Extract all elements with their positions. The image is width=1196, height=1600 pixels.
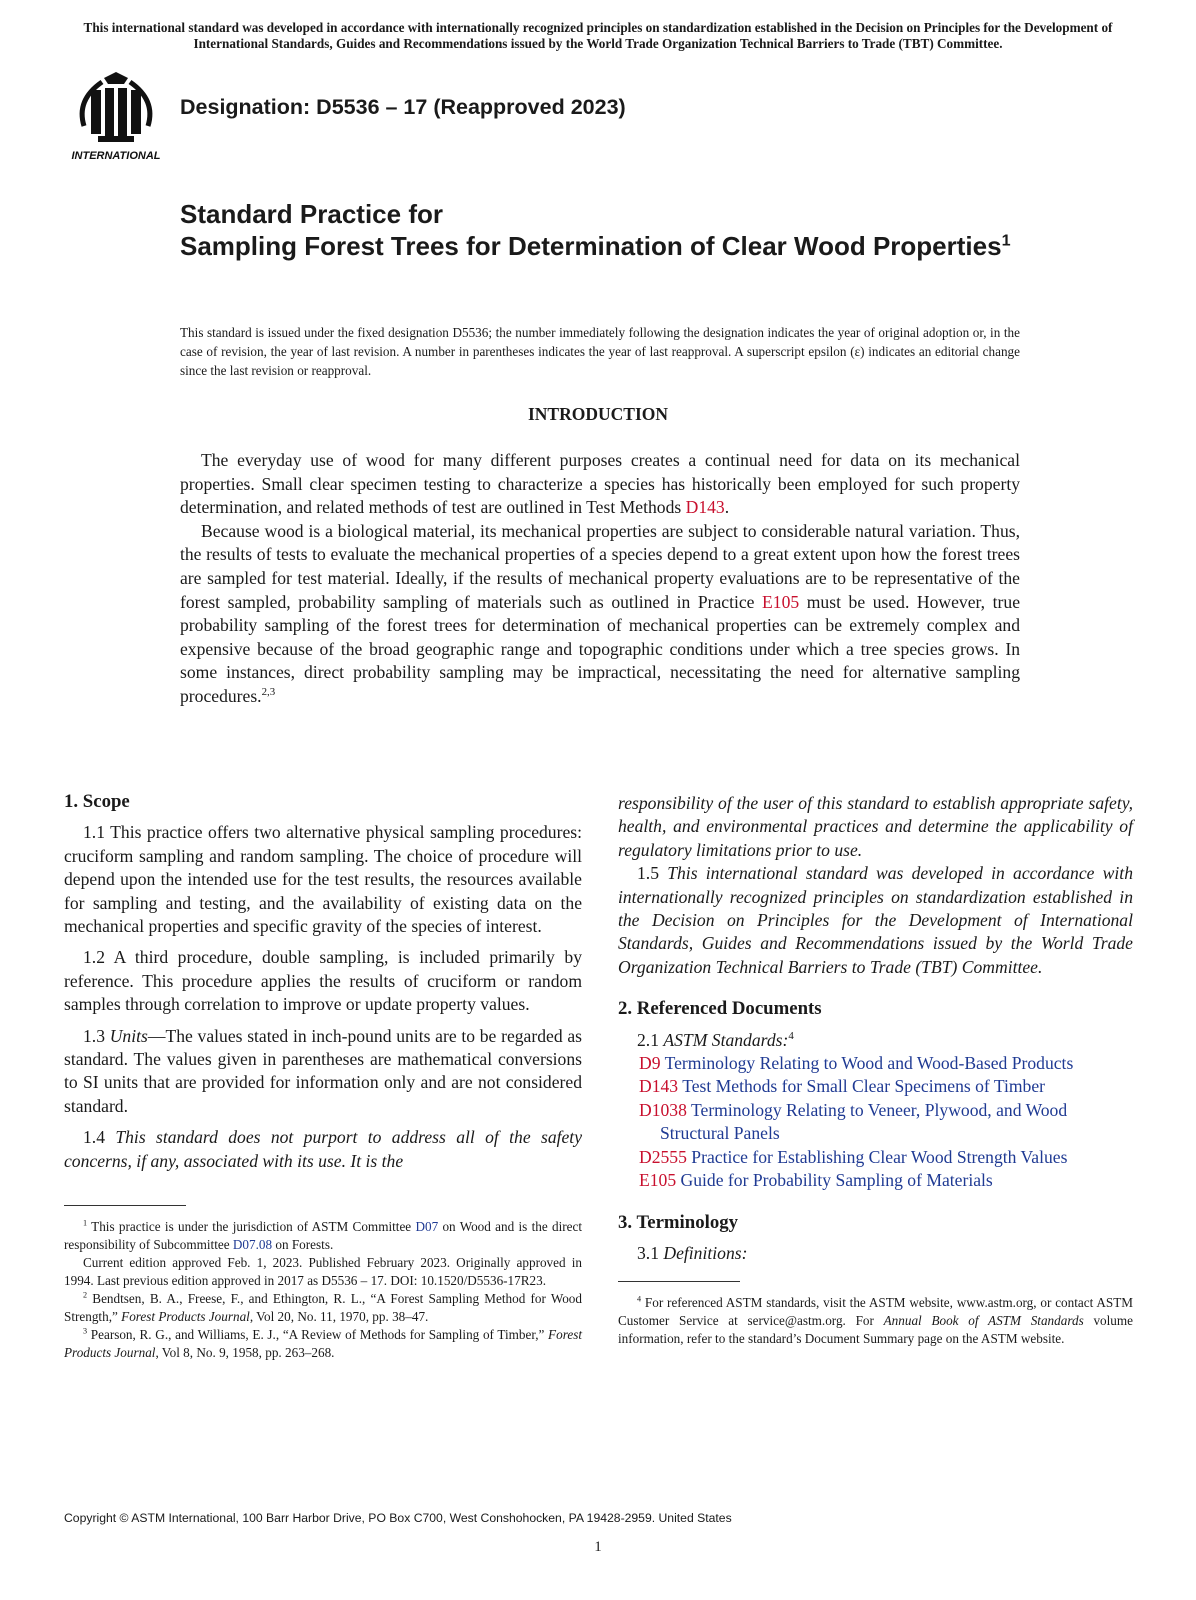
scope-1-1: 1.1 This practice offers two alternative physical sampling procedures: cruciform sampling and random sampling. The choice of procedure will depend upon the intended use for the test results, the resources available for sampling and testing, and the availability of existing data on the mechanical properties and specific gravity of the species of interest. (64, 822, 582, 937)
page-number: 1 (594, 1539, 602, 1555)
footnote-1: $^1$ This practice is under the jurisdiction of ASTM Committee D07 on Wood and is the direct responsibility of Subcommittee D07.08 on Forests. (64, 1218, 583, 1253)
footnote-2: $^2$ Bendtsen, B. A., Freese, F., and Ethington, R. L., “A Forest Sampling Method for Wood Strength,” Forest Products Journal, Vol 20, No. 11, 1970, pp. 38–47. (64, 1290, 582, 1325)
ref-item-d9[interactable]: D9 Terminology Relating to Wood and Wood-Based Products (639, 1053, 1074, 1074)
referenced-documents-heading: 2. Referenced Documents (618, 998, 822, 1020)
scope-1-5: 1.5 This international standard was developed in accordance with internationally recognized principles on standardization established in the Decision on Principles for the Development of International Standards, Guides and Recommendations issued by the World Trade Organization Technical Barriers to Trade (TBT) Committee. (618, 863, 1133, 977)
footnotes-right (618, 1294, 1133, 1348)
link-d07-08[interactable]: D07.08 (232, 1237, 273, 1253)
scope-1-4-continued: responsibility of the user of this standard to establish appropriate safety, health, and environmental practices and determine the applicability of regulatory limitations prior to use. (618, 793, 1133, 860)
document-title (180, 198, 1080, 262)
link-d07[interactable]: D07 (415, 1219, 439, 1235)
title-line-2: Sampling Forest Trees for Determination of Clear Wood Properties$^1$ (180, 231, 1011, 261)
footnote-rule-left (64, 1205, 186, 1206)
scope-1-4: 1.4 This standard does not purport to address all of the safety concerns, if any, associated with its use. It is the (64, 1127, 583, 1171)
ref-item-d1038[interactable]: D1038 Terminology Relating to Veneer, Plywood, and Wood Structural Panels (639, 1099, 1068, 1144)
footnotes-left (64, 1218, 582, 1362)
copyright: Copyright © ASTM International, 100 Barr Harbor Drive, PO Box C700, West Conshohocken, PA 19428-2959. United States (64, 1511, 732, 1525)
footnote-4: $^4$ For referenced ASTM standards, visit the ASTM website, www.astm.org, or contact ASTM Customer Service at service@astm.org. For Annual Book of ASTM Standards volume information, refer to the standard’s Document Summary page on the ASTM website. (618, 1294, 1133, 1347)
footnote-3: $^3$ Pearson, R. G., and Williams, E. J., “A Review of Methods for Sampling of Timber,” Forest Products Journal, Vol 8, No. 9, 1958, pp. 263–268. (64, 1326, 582, 1361)
logo-text: INTERNATIONAL (71, 150, 161, 162)
astm-standards-subheading: 2.1 ASTM Standards:$^4$ (637, 1029, 794, 1050)
astm-international-logo (64, 70, 168, 166)
ref-item-e105[interactable]: E105 Guide for Probability Sampling of Materials (639, 1170, 993, 1191)
footnote-rule-right (618, 1281, 740, 1282)
introduction-body (180, 449, 1020, 709)
intro-paragraph-1: The everyday use of wood for many different purposes creates a continual need for data on its mechanical properties. Small clear specimen testing to characterize a species has historically been employed for such property determination, and related methods of test are outlined in Test Methods D143. (180, 450, 1020, 518)
definitions-subheading: 3.1 Definitions: (637, 1242, 748, 1263)
right-column (618, 792, 1133, 1348)
link-d143[interactable]: D143 (685, 497, 725, 518)
scope-1-2: 1.2 A third procedure, double sampling, is included primarily by reference. This procedure applies the results of cruciform or random samples through correlation to improve or update property values. (64, 947, 582, 1015)
introduction-heading: INTRODUCTION (527, 404, 669, 424)
ref-item-d2555[interactable]: D2555 Practice for Establishing Clear Wood Strength Values (639, 1146, 1068, 1167)
top-notice: This international standard was developed in accordance with internationally recognized principles on standardization established in the Decision on Principles for the Development of International Standards, Guides and Recommendations issued by the World Trade Organization Technical Barriers to Trade (TBT) Committee. (83, 20, 1113, 51)
link-e105[interactable]: E105 (762, 591, 800, 612)
terminology-heading: 3. Terminology (618, 1211, 739, 1233)
scope-heading: 1. Scope (64, 791, 130, 812)
left-column (64, 790, 582, 1362)
title-footnote-mark: 1 (1001, 231, 1011, 250)
intro-paragraph-2: Because wood is a biological material, its mechanical properties are subject to considerable natural variation. Thus, the results of tests to evaluate the mechanical properties of a species depend to a great extent upon how the forest trees are sampled for test material. Ideally, if the results of mechanical property evaluations are to be representative of the forest sampled, probability sampling of materials such as outlined in Practice E105 must be used. However, true probability sampling of the forest trees for determination of mechanical properties can be extremely complex and expensive because of the broad geographic range and topographic conditions under which a tree species grows. In some instances, direct probability sampling may be impractical, necessitating the need for alternative sampling procedures.$^{2,3}$ (180, 520, 1020, 706)
astm-logo-icon (64, 70, 168, 166)
footnote-1-current: Current edition approved Feb. 1, 2023. Published February 2023. Originally approved in 1994. Last previous edition approved in 2017 as D5536 – 17. DOI: 10.1520/D5536-17R23. (64, 1255, 582, 1289)
title-line-1: Standard Practice for (180, 199, 443, 229)
ref-item-d143[interactable]: D143 Test Methods for Small Clear Specimens of Timber (639, 1076, 1046, 1097)
designation: Designation: D5536 – 17 (Reapproved 2023) (180, 95, 626, 119)
issued-note: This standard is issued under the fixed designation D5536; the number immediately following the designation indicates the year of original adoption or, in the case of revision, the year of last revision. A number in parentheses indicates the year of last reapproval. A superscript epsilon (ε) indicates an editorial change since the last revision or reapproval. (180, 325, 1020, 378)
scope-1-3: 1.3 Units—The values stated in inch-pound units are to be regarded as standard. The values given in parentheses are mathematical conversions to SI units that are provided for information only and are not considered standard. (64, 1025, 582, 1116)
